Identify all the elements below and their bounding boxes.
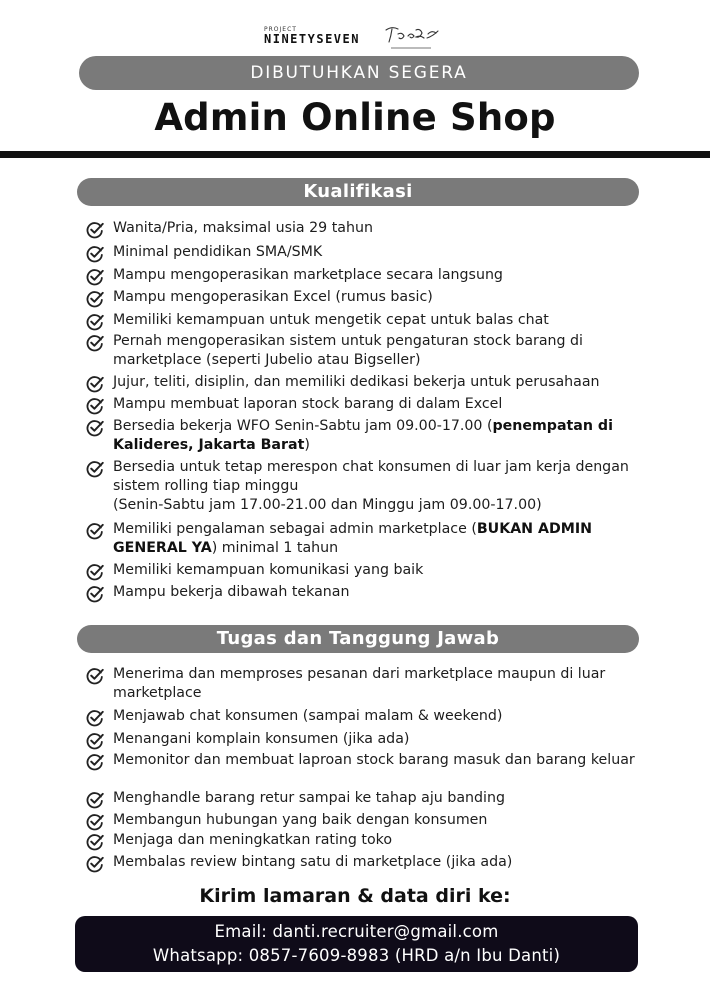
signature-logo — [376, 22, 446, 50]
check-circle-icon — [86, 221, 104, 239]
item-text-fragment: Memiliki pengalaman sebagai admin marketplace ( — [113, 521, 477, 537]
duty-item — [86, 665, 646, 703]
qualification-item — [86, 311, 646, 331]
urgent-banner: DIBUTUHKAN SEGERA — [79, 56, 639, 90]
check-circle-icon — [86, 732, 104, 750]
check-circle-icon — [86, 709, 104, 727]
contact-email: Email: danti.recruiter@gmail.com — [214, 922, 499, 941]
item-text-fragment: (Senin-Sabtu jam 17.00-21.00 dan Minggu jam 09.00-17.00) — [113, 497, 542, 513]
item-text-fragment: Menghandle barang retur sampai ke tahap aju banding — [113, 790, 505, 806]
duty-item-text — [113, 707, 502, 726]
check-circle-icon — [86, 397, 104, 415]
check-circle-icon — [86, 245, 104, 263]
duty-item — [86, 831, 646, 851]
signature-logo-graphic — [380, 24, 442, 46]
qualification-item — [86, 288, 646, 308]
qualification-item-text — [113, 332, 646, 370]
item-text-fragment: Membalas review bintang satu di marketplace (jika ada) — [113, 854, 513, 870]
duty-item-text — [113, 751, 635, 770]
contact-whatsapp: Whatsapp: 0857-7609-8983 (HRD a/n Ibu Danti) — [152, 946, 561, 965]
qualification-item-text — [113, 520, 646, 558]
item-text-fragment: Wanita/Pria, maksimal usia 29 tahun — [113, 220, 373, 236]
check-circle-icon — [86, 460, 104, 478]
qualification-item — [86, 243, 646, 263]
item-text-fragment: Mampu bekerja dibawah tekanan — [113, 584, 350, 600]
check-circle-icon — [86, 522, 104, 540]
item-text-fragment: Menjawab chat konsumen (sampai malam & weekend) — [113, 708, 503, 724]
qualification-item — [86, 395, 646, 415]
header-logos — [0, 22, 710, 50]
duty-item-text — [113, 789, 505, 808]
logo-ninetyseven-text: NINETYSEVEN — [264, 32, 360, 46]
item-text-fragment: ) — [304, 437, 310, 453]
qualification-item-text — [113, 311, 549, 330]
duty-item — [86, 730, 646, 750]
qualification-item — [86, 332, 646, 370]
duty-item — [86, 811, 646, 831]
item-text-fragment: Mampu mengoperasikan marketplace secara langsung — [113, 267, 503, 283]
apply-call-to-action: Kirim lamaran & data diri ke: — [199, 885, 511, 907]
check-circle-icon — [86, 753, 104, 771]
duty-item — [86, 751, 646, 771]
logo-project-text: PROJECT — [264, 26, 297, 33]
check-circle-icon — [86, 290, 104, 308]
signature-subtext-line — [391, 47, 431, 49]
item-text-fragment: Pernah mengoperasikan sistem untuk pengaturan stock barang di marketplace (seperti Jubelio atau Bigseller) — [113, 333, 583, 368]
qualification-item-text — [113, 417, 646, 455]
page-title: Admin Online Shop — [154, 96, 556, 139]
contact-box — [75, 916, 638, 972]
qualification-item — [86, 266, 646, 286]
qualification-item-text — [113, 458, 646, 515]
duty-item-text — [113, 730, 409, 749]
item-text-fragment: Membangun hubungan yang baik dengan konsumen — [113, 812, 488, 828]
qualification-item-text — [113, 219, 373, 238]
check-circle-icon — [86, 375, 104, 393]
qualification-item — [86, 520, 646, 558]
check-circle-icon — [86, 833, 104, 851]
item-text-fragment: Mampu membuat laporan stock barang di dalam Excel — [113, 396, 503, 412]
qualification-item — [86, 458, 646, 515]
qualification-item-text — [113, 243, 322, 262]
item-text-fragment: ) minimal 1 tahun — [211, 540, 339, 556]
qualification-item — [86, 373, 646, 393]
item-text-fragment: Memonitor dan membuat laproan stock barang masuk dan barang keluar — [113, 752, 635, 768]
item-text-fragment: Menangani komplain konsumen (jika ada) — [113, 731, 410, 747]
check-circle-icon — [86, 791, 104, 809]
qualification-item-text — [113, 288, 433, 307]
item-text-fragment: Bersedia untuk tetap merespon chat konsumen di luar jam kerja dengan sistem rolling tiap minggu — [113, 459, 629, 494]
item-text-fragment: Menjaga dan meningkatkan rating toko — [113, 832, 393, 848]
qualification-item-text — [113, 561, 423, 580]
duty-item-text — [113, 853, 512, 872]
emphasis-text: penempatan di Kalideres, Jakarta Barat — [113, 418, 613, 453]
item-text-fragment: Bersedia bekerja WFO Senin-Sabtu jam 09.00-17.00 ( — [113, 418, 493, 434]
title-divider — [0, 151, 710, 158]
qualification-item-text — [113, 583, 350, 602]
duties-heading: Tugas dan Tanggung Jawab — [77, 625, 639, 653]
duty-item-text — [113, 665, 646, 703]
check-circle-icon — [86, 563, 104, 581]
item-text-fragment: Memiliki kemampuan untuk mengetik cepat untuk balas chat — [113, 312, 549, 328]
duty-item-text — [113, 831, 392, 850]
check-circle-icon — [86, 855, 104, 873]
check-circle-icon — [86, 334, 104, 352]
qualification-item — [86, 417, 646, 455]
duty-item-text — [113, 811, 487, 830]
check-circle-icon — [86, 419, 104, 437]
qualification-item-text — [113, 266, 503, 285]
check-circle-icon — [86, 313, 104, 331]
item-text-fragment: Minimal pendidikan SMA/SMK — [113, 244, 323, 260]
emphasis-text: BUKAN ADMIN GENERAL YA — [113, 521, 593, 556]
qualifications-heading: Kualifikasi — [77, 178, 639, 206]
ninetyseven-logo — [264, 27, 360, 45]
check-circle-icon — [86, 667, 104, 685]
item-text-fragment: Jujur, teliti, disiplin, dan memiliki dedikasi bekerja untuk perusahaan — [113, 374, 600, 390]
duty-item — [86, 853, 646, 873]
item-text-fragment: Menerima dan memproses pesanan dari marketplace maupun di luar marketplace — [113, 666, 606, 701]
qualification-item — [86, 219, 646, 239]
check-circle-icon — [86, 813, 104, 831]
duty-item — [86, 789, 646, 809]
check-circle-icon — [86, 585, 104, 603]
qualification-item — [86, 561, 646, 581]
check-circle-icon — [86, 268, 104, 286]
qualification-item-text — [113, 395, 502, 414]
duty-item — [86, 707, 646, 727]
item-text-fragment: Mampu mengoperasikan Excel (rumus basic) — [113, 289, 433, 305]
qualification-item-text — [113, 373, 600, 392]
qualification-item — [86, 583, 646, 603]
item-text-fragment: Memiliki kemampuan komunikasi yang baik — [113, 562, 424, 578]
